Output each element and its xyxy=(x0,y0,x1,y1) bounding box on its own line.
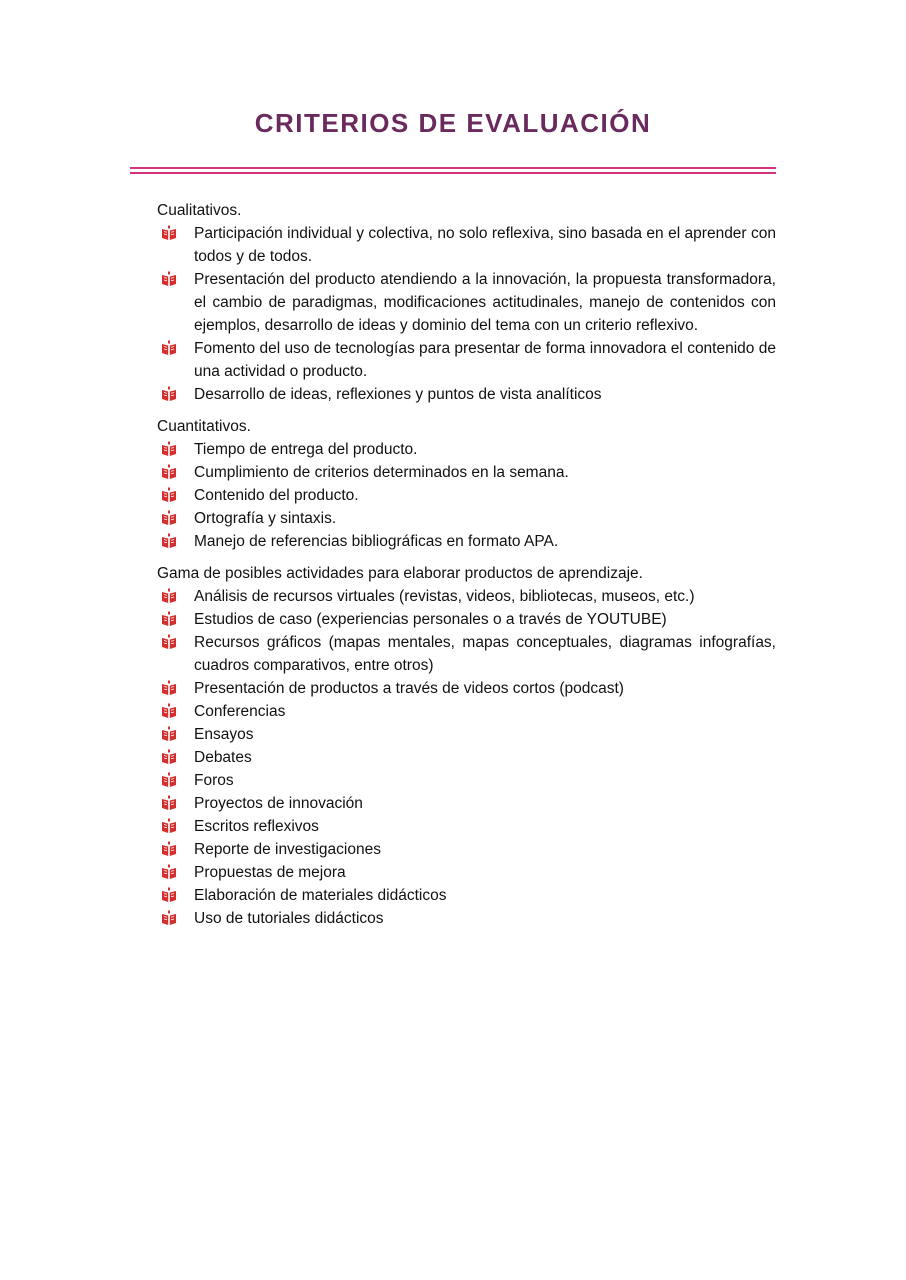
list-item xyxy=(157,222,776,268)
criteria-list xyxy=(157,438,776,553)
list-item xyxy=(157,631,776,677)
list-item xyxy=(157,337,776,383)
red-book-bullet-icon xyxy=(161,441,177,457)
red-book-bullet-icon xyxy=(161,726,177,742)
red-book-bullet-icon xyxy=(161,225,177,241)
red-book-bullet-icon xyxy=(161,634,177,650)
list-item-text: Elaboración de materiales didácticos xyxy=(194,887,447,904)
red-book-bullet-icon xyxy=(161,340,177,356)
list-item xyxy=(157,815,776,838)
red-book-bullet-icon xyxy=(161,271,177,287)
list-item-text: Reporte de investigaciones xyxy=(194,841,381,858)
list-item xyxy=(157,861,776,884)
red-book-bullet-icon xyxy=(161,386,177,402)
red-book-bullet-icon xyxy=(161,703,177,719)
list-item-text: Uso de tutoriales didácticos xyxy=(194,910,384,927)
red-book-bullet-icon xyxy=(161,680,177,696)
list-item xyxy=(157,677,776,700)
list-item xyxy=(157,907,776,930)
criteria-section xyxy=(157,562,776,930)
list-item xyxy=(157,769,776,792)
red-book-bullet-icon xyxy=(161,487,177,503)
list-item xyxy=(157,585,776,608)
criteria-content xyxy=(157,199,776,939)
list-item xyxy=(157,792,776,815)
red-book-bullet-icon xyxy=(161,464,177,480)
list-item xyxy=(157,507,776,530)
list-item-text: Fomento del uso de tecnologías para presentar de forma innovadora el contenido de una actividad o producto. xyxy=(194,340,776,380)
criteria-list xyxy=(157,222,776,406)
list-item-text: Ensayos xyxy=(194,726,254,743)
list-item-text: Participación individual y colectiva, no solo reflexiva, sino basada en el aprender con todos y de todos. xyxy=(194,225,776,265)
list-item xyxy=(157,383,776,406)
list-item-text: Desarrollo de ideas, reflexiones y puntos de vista analíticos xyxy=(194,386,602,403)
red-book-bullet-icon xyxy=(161,611,177,627)
list-item-text: Estudios de caso (experiencias personales o a través de YOUTUBE) xyxy=(194,611,667,628)
list-item-text: Análisis de recursos virtuales (revistas, videos, bibliotecas, museos, etc.) xyxy=(194,588,695,605)
criteria-section xyxy=(157,199,776,406)
list-item xyxy=(157,461,776,484)
list-item xyxy=(157,838,776,861)
list-item-text: Conferencias xyxy=(194,703,286,720)
list-item-text: Ortografía y sintaxis. xyxy=(194,510,337,527)
list-item xyxy=(157,700,776,723)
red-book-bullet-icon xyxy=(161,772,177,788)
list-item-text: Manejo de referencias bibliográficas en formato APA. xyxy=(194,533,559,550)
list-item-text: Foros xyxy=(194,772,234,789)
list-item xyxy=(157,884,776,907)
list-item-text: Escritos reflexivos xyxy=(194,818,319,835)
section-heading: Cuantitativos. xyxy=(157,418,251,435)
red-book-bullet-icon xyxy=(161,818,177,834)
list-item xyxy=(157,268,776,337)
section-heading: Cualitativos. xyxy=(157,202,242,219)
list-item-text: Debates xyxy=(194,749,252,766)
red-book-bullet-icon xyxy=(161,887,177,903)
page-title: CRITERIOS DE EVALUACIÓN xyxy=(254,108,652,138)
list-item-text: Contenido del producto. xyxy=(194,487,359,504)
red-book-bullet-icon xyxy=(161,795,177,811)
list-item xyxy=(157,723,776,746)
red-book-bullet-icon xyxy=(161,588,177,604)
red-book-bullet-icon xyxy=(161,910,177,926)
list-item-text: Recursos gráficos (mapas mentales, mapas conceptuales, diagramas infografías, cuadros comparativos, entre otros) xyxy=(194,634,776,674)
list-item xyxy=(157,746,776,769)
list-item-text: Presentación de productos a través de videos cortos (podcast) xyxy=(194,680,624,697)
criteria-section xyxy=(157,415,776,553)
list-item xyxy=(157,608,776,631)
red-book-bullet-icon xyxy=(161,841,177,857)
list-item xyxy=(157,530,776,553)
list-item-text: Cumplimiento de criterios determinados en la semana. xyxy=(194,464,569,481)
red-book-bullet-icon xyxy=(161,864,177,880)
title-divider-bottom xyxy=(130,172,776,174)
list-item-text: Tiempo de entrega del producto. xyxy=(194,441,418,458)
title-divider-top xyxy=(130,167,776,169)
red-book-bullet-icon xyxy=(161,533,177,549)
red-book-bullet-icon xyxy=(161,510,177,526)
list-item-text: Proyectos de innovación xyxy=(194,795,363,812)
list-item xyxy=(157,484,776,507)
list-item xyxy=(157,438,776,461)
list-item-text: Propuestas de mejora xyxy=(194,864,346,881)
list-item-text: Presentación del producto atendiendo a la innovación, la propuesta transformadora, el cambio de paradigmas, modificaciones actitudinales, manejo de contenidos con ejemplos, desarrollo de ideas y dominio del tema con un criterio reflexivo. xyxy=(194,271,776,334)
red-book-bullet-icon xyxy=(161,749,177,765)
criteria-list xyxy=(157,585,776,930)
section-heading: Gama de posibles actividades para elaborar productos de aprendizaje. xyxy=(157,565,643,582)
